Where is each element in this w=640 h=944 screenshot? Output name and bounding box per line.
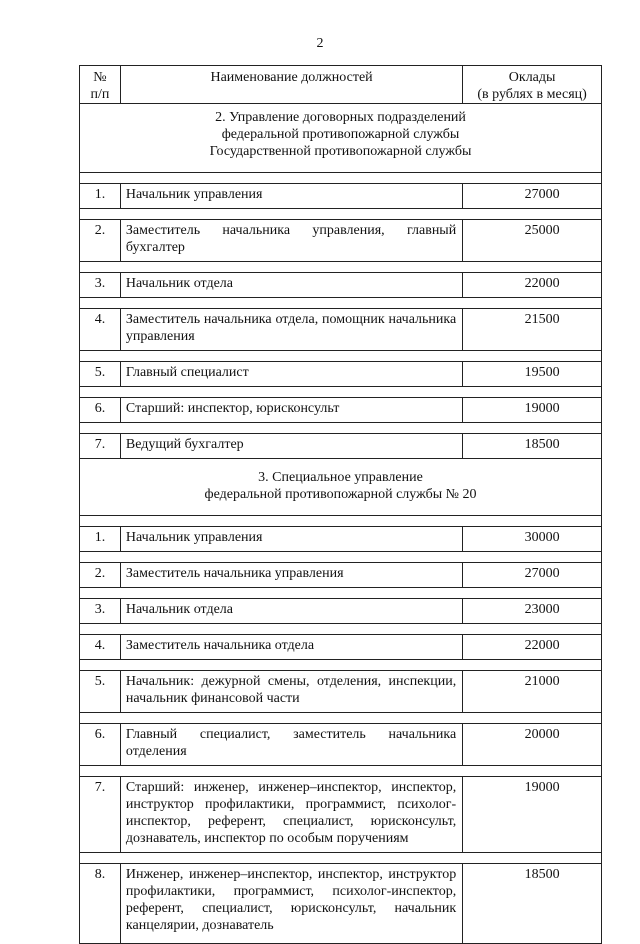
- row-position: Главный специалист, заместитель начальника отделения: [120, 724, 462, 766]
- row-position: Ведущий бухгалтер: [120, 434, 462, 459]
- row-position: Начальник управления: [120, 527, 462, 552]
- row-position: Заместитель начальника управления: [120, 563, 462, 588]
- section-title-line: федеральной противопожарной службы: [221, 127, 460, 142]
- row-num: 7.: [80, 434, 121, 459]
- row-num: 4.: [80, 309, 121, 351]
- section-title-line: 2. Управление договорных подразделений: [215, 110, 466, 125]
- section-title-row: [80, 104, 602, 173]
- row-salary: 18500: [463, 434, 602, 459]
- row-salary: 27000: [463, 184, 602, 209]
- row-num: 8.: [80, 864, 121, 944]
- row-salary: 22000: [463, 635, 602, 660]
- row-num: 6.: [80, 398, 121, 423]
- row-position: Главный специалист: [120, 362, 462, 387]
- table-row: [80, 635, 602, 660]
- table-row: [80, 362, 602, 387]
- row-num: 4.: [80, 635, 121, 660]
- salary-table: [79, 65, 602, 944]
- row-salary: 25000: [463, 220, 602, 262]
- section-title: [80, 104, 602, 173]
- table-row: [80, 671, 602, 713]
- table-row: [80, 724, 602, 766]
- row-position: Начальник отдела: [120, 599, 462, 624]
- table-row: [80, 864, 602, 944]
- section-title-row: [80, 459, 602, 516]
- row-salary: 30000: [463, 527, 602, 552]
- row-position: Старший: инспектор, юрисконсульт: [120, 398, 462, 423]
- row-position: Заместитель начальника отдела, помощник начальника управления: [120, 309, 462, 351]
- row-num: 6.: [80, 724, 121, 766]
- section-title-line: федеральной противопожарной службы № 20: [204, 487, 477, 502]
- table-header-row: [80, 66, 602, 104]
- row-salary: 23000: [463, 599, 602, 624]
- row-num: 1.: [80, 184, 121, 209]
- row-salary: 18500: [463, 864, 602, 944]
- row-position: Заместитель начальника отдела: [120, 635, 462, 660]
- section-title: [80, 459, 602, 516]
- header-salary-line2: (в рублях в месяц): [477, 87, 587, 102]
- row-salary: 21000: [463, 671, 602, 713]
- table-row: [80, 398, 602, 423]
- row-num: 7.: [80, 777, 121, 853]
- header-salary: [463, 66, 602, 104]
- row-salary: 19000: [463, 398, 602, 423]
- table-row: [80, 309, 602, 351]
- header-name: Наименование должностей: [120, 66, 462, 104]
- row-salary: 20000: [463, 724, 602, 766]
- table-row: [80, 273, 602, 298]
- table-row: [80, 527, 602, 552]
- row-num: 2.: [80, 563, 121, 588]
- header-num-line2: п/п: [90, 87, 110, 102]
- table-row: [80, 777, 602, 853]
- row-salary: 19500: [463, 362, 602, 387]
- row-position: Начальник отдела: [120, 273, 462, 298]
- row-num: 5.: [80, 362, 121, 387]
- table-row: [80, 599, 602, 624]
- row-position: Начальник управления: [120, 184, 462, 209]
- section-title-line: 3. Специальное управление: [258, 470, 423, 485]
- row-position: Инженер, инженер–инспектор, инспектор, инструктор профилактики, программист, психолог-инспектор, референт, специалист, юрисконсульт, начальник канцелярии, дознаватель: [120, 864, 462, 944]
- row-salary: 21500: [463, 309, 602, 351]
- header-salary-line1: Оклады: [508, 70, 556, 85]
- row-num: 5.: [80, 671, 121, 713]
- row-position: Старший: инженер, инженер–инспектор, инспектор, инструктор профилактики, программист, психолог-инспектор, референт, специалист, юрисконсульт, дознаватель, инспектор по особым поручениям: [120, 777, 462, 853]
- row-salary: 19000: [463, 777, 602, 853]
- table-row: [80, 563, 602, 588]
- row-num: 3.: [80, 273, 121, 298]
- row-position: Заместитель начальника управления, главный бухгалтер: [120, 220, 462, 262]
- section-title-line: Государственной противопожарной службы: [209, 144, 472, 159]
- header-num-line1: №: [93, 70, 107, 85]
- row-position: Начальник: дежурной смены, отделения, инспекции, начальник финансовой части: [120, 671, 462, 713]
- row-salary: 22000: [463, 273, 602, 298]
- table-row: [80, 434, 602, 459]
- page-number: 2: [316, 36, 324, 51]
- row-num: 3.: [80, 599, 121, 624]
- table-row: [80, 184, 602, 209]
- header-num: [80, 66, 121, 104]
- row-num: 1.: [80, 527, 121, 552]
- table-row: [80, 220, 602, 262]
- row-num: 2.: [80, 220, 121, 262]
- row-salary: 27000: [463, 563, 602, 588]
